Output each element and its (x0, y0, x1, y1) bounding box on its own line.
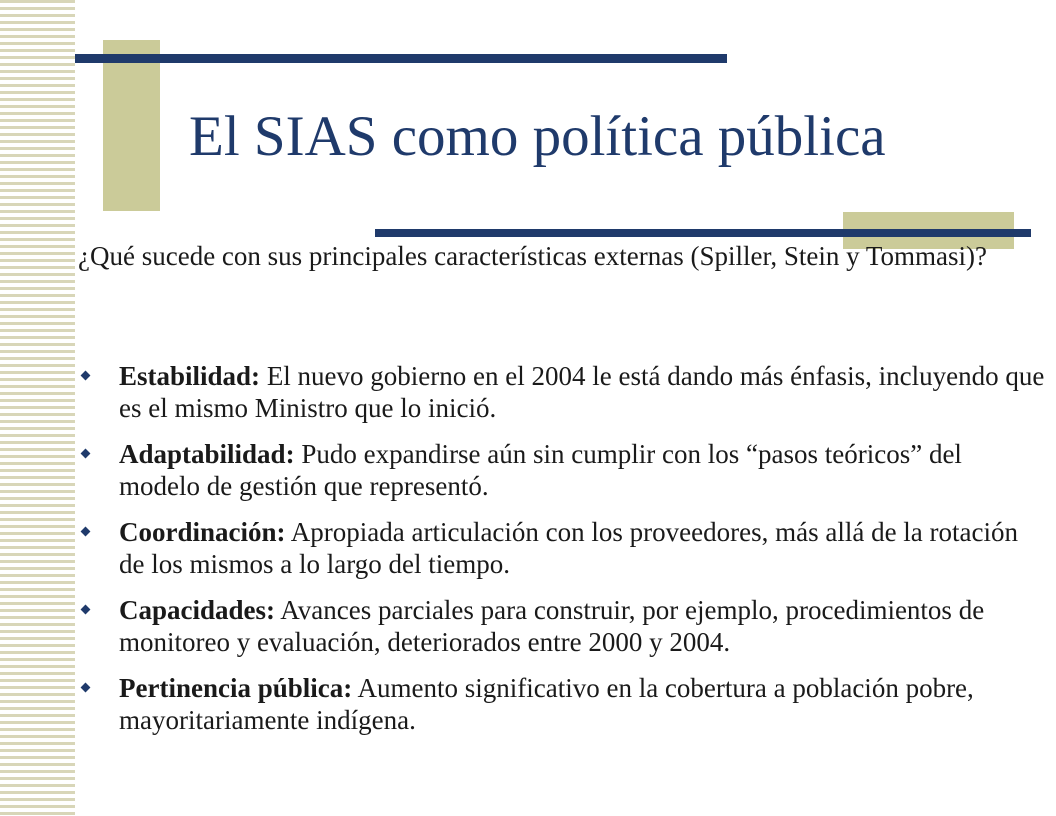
decorative-navy-bar-top (75, 54, 727, 63)
bullet-item-adaptabilidad (78, 438, 1048, 502)
bullet-text: Pudo expandirse aún sin cumplir con los “pasos teóricos” del modelo de gestión que representó. (119, 439, 962, 501)
bullet-text: Aumento significativo en la cobertura a población pobre, mayoritariamente indígena. (119, 673, 974, 735)
bullet-term: Estabilidad: (119, 361, 261, 391)
bullet-list (78, 360, 1048, 750)
bullet-term: Coordinación: (119, 517, 286, 547)
bullet-item-pertinencia (78, 672, 1048, 736)
bullet-text: Apropiada articulación con los proveedores, más allá de la rotación de los mismos a lo largo del tiempo. (119, 517, 1018, 579)
bullet-item-capacidades (78, 594, 1048, 658)
decorative-navy-bar-bottom (375, 229, 1031, 237)
diamond-bullet-icon (81, 371, 91, 381)
bullet-item-estabilidad (78, 360, 1048, 424)
decorative-side-stripes (0, 0, 75, 816)
bullet-term: Adaptabilidad: (119, 439, 295, 469)
bullet-term: Capacidades: (119, 595, 276, 625)
diamond-bullet-icon (81, 605, 91, 615)
intro-question: ¿Qué sucede con sus principales características externas (Spiller, Stein y Tommasi)? (78, 241, 987, 271)
decorative-tan-block-top (103, 40, 160, 211)
bullet-text: Avances parciales para construir, por ejemplo, procedimientos de monitoreo y evaluación, deteriorados entre 2000 y 2004. (119, 595, 985, 657)
diamond-bullet-icon (81, 683, 91, 693)
diamond-bullet-icon (81, 527, 91, 537)
bullet-item-coordinacion (78, 516, 1048, 580)
slide-title: El SIAS como política pública (189, 105, 886, 168)
bullet-term: Pertinencia pública: (119, 673, 353, 703)
bullet-text: El nuevo gobierno en el 2004 le está dando más énfasis, incluyendo que es el mismo Ministro que lo inició. (119, 361, 1045, 423)
diamond-bullet-icon (81, 449, 91, 459)
